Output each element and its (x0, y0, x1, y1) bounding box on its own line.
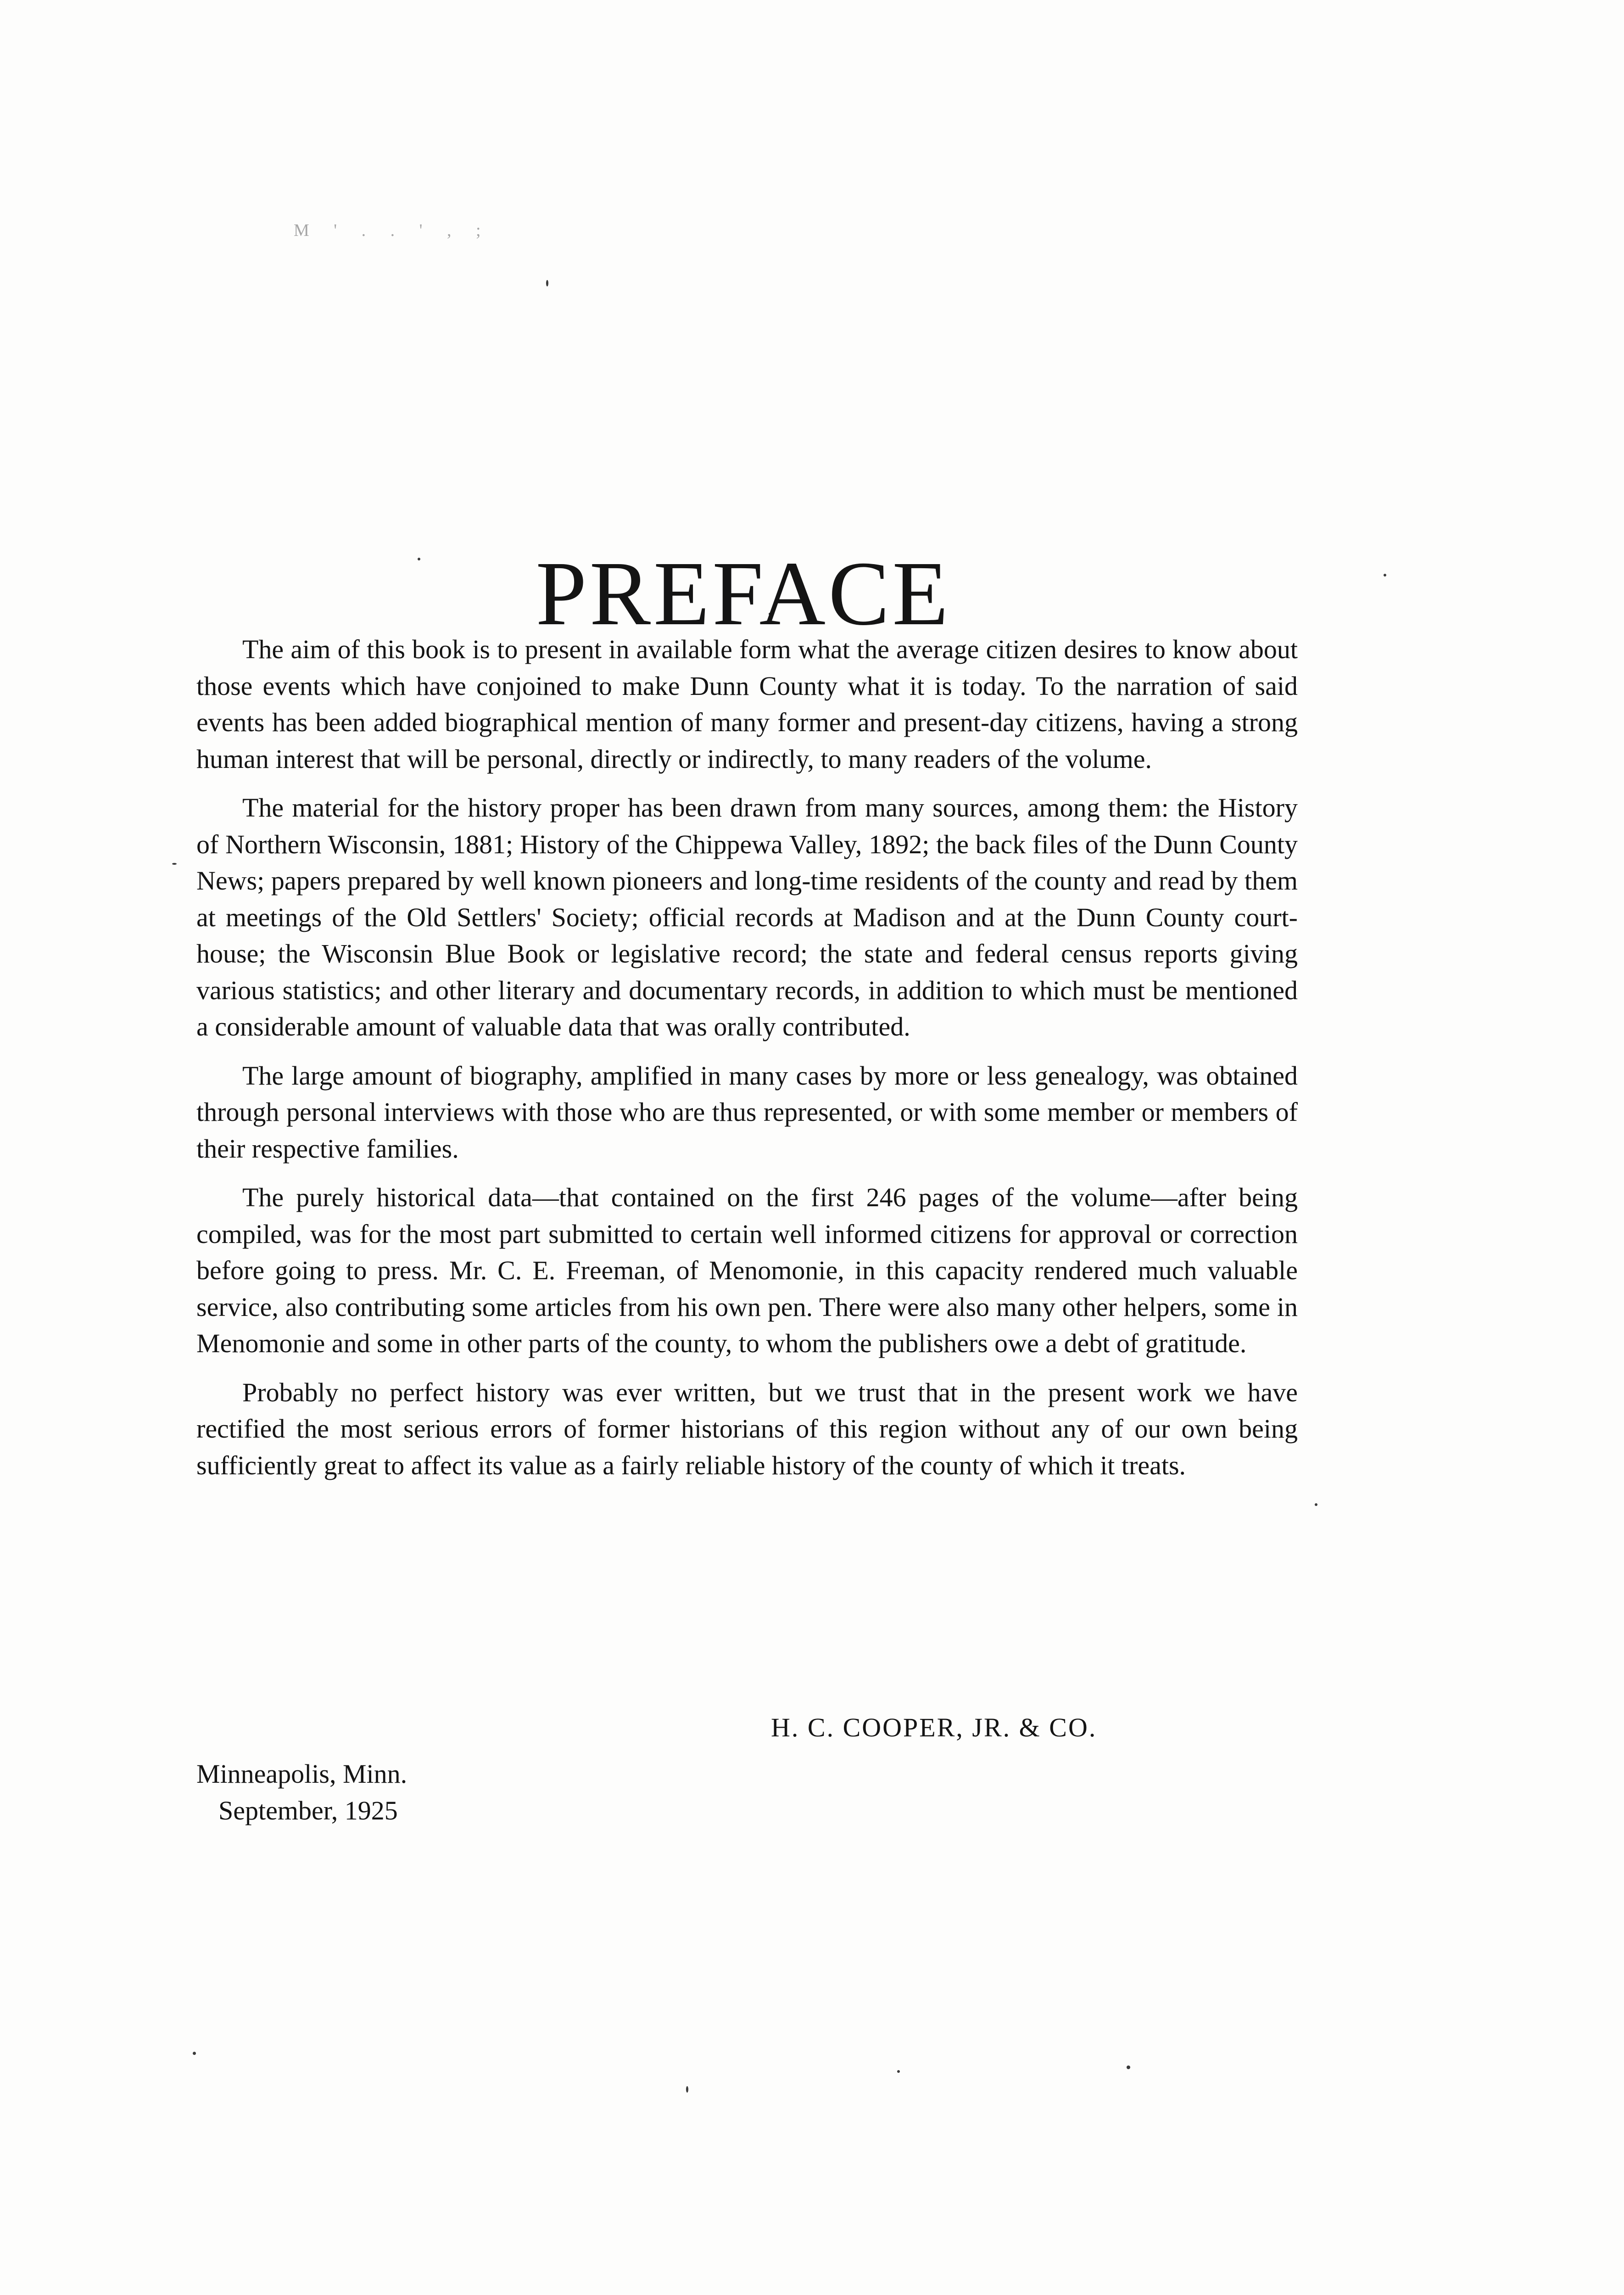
scan-speck (172, 863, 177, 865)
scan-speck (1315, 1503, 1317, 1506)
preface-body (196, 631, 1298, 1496)
scan-speck (546, 280, 548, 286)
scan-speck (193, 2052, 196, 2055)
scan-speck (686, 2086, 688, 2093)
scan-speck (897, 2070, 900, 2073)
page-title: PREFACE (536, 543, 951, 644)
preface-paragraph: The aim of this book is to present in available form what the average citizen desires to know about those events which have conjoined to make Dunn County what it is today. To the narration of said events has been added biographical mention of many former and present-day citizens, having a strong human interest that will be personal, directly or indirectly, to many readers of the volume. (196, 634, 1298, 774)
preface-paragraph: The material for the history proper has been drawn from many sources, among them: the History of Northern Wisconsin, 1881; History of the Chippewa Valley, 1892; the back files of the Dunn County News; papers prepared by well known pioneers and long-time residents of the county and read by them at meetings of the Old Settlers' Society; official records at Madison and at the Dunn County court-house; the Wisconsin Blue Book or legislative record; the state and federal census reports giving various statistics; and other literary and documentary records, in addition to which must be mentioned a considerable amount of valuable data that was orally contributed. (196, 793, 1298, 1041)
publisher-signature: H. C. COOPER, JR. & CO. (771, 1713, 1097, 1742)
preface-paragraph: The purely historical data—that contained on the first 246 pages of the volume—after being compiled, was for the most part submitted to certain well informed citizens for approval or correction before going to press. Mr. C. E. Freeman, of Menomonie, in this capacity rendered much valuable service, also contributing some articles from his own pen. There were also many other helpers, some in Menomonie and some in other parts of the county, to whom the publishers owe a debt of gratitude. (196, 1182, 1298, 1358)
place-and-date (196, 1756, 407, 1829)
preface-paragraph: The large amount of biography, amplified in many cases by more or less genealogy, was obtained through personal interviews with those who are thus represented, or with some member or members of their respective families. (196, 1060, 1298, 1164)
scan-speck (1127, 2066, 1130, 2069)
library-stamp: M ' . . ' , ; (294, 221, 491, 240)
date-line: September, 1925 (218, 1795, 398, 1825)
place-line: Minneapolis, Minn. (196, 1759, 407, 1789)
preface-paragraph: Probably no perfect history was ever written, but we trust that in the present work we have rectified the most serious errors of former historians of this region without any of our own being sufficiently great to affect its value as a fairly reliable history of the county of which it treats. (196, 1377, 1298, 1480)
